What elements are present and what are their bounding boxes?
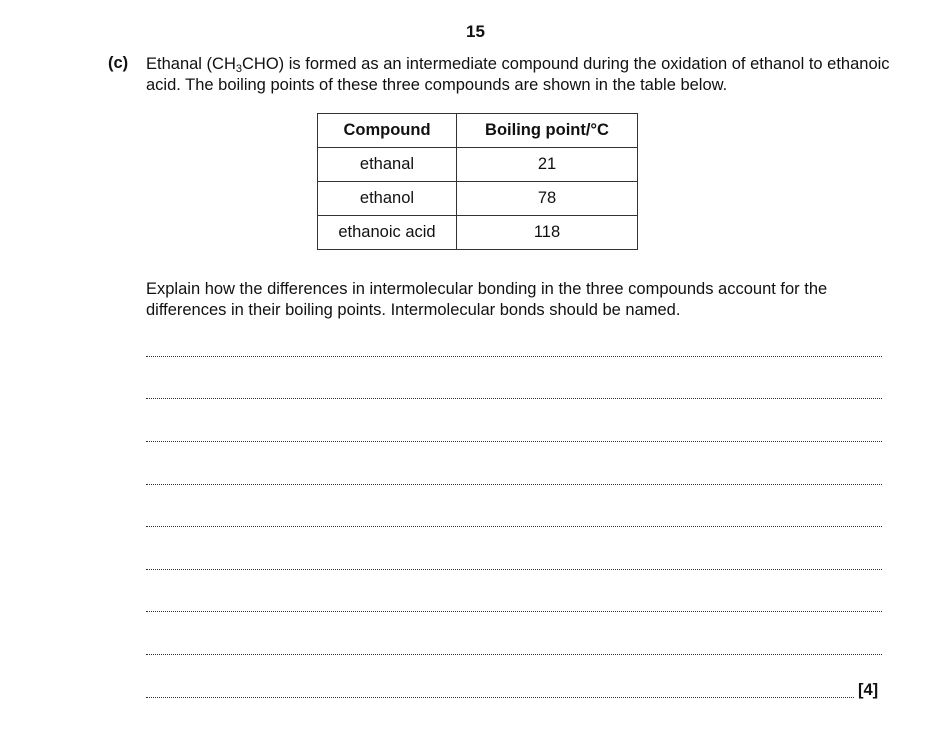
compound-cell: ethanal xyxy=(318,148,457,182)
table-header-row xyxy=(318,114,638,148)
header-compound: Compound xyxy=(318,114,457,148)
boiling-point-table xyxy=(317,113,638,250)
marks-label: [4] xyxy=(858,681,879,699)
answer-line[interactable] xyxy=(146,569,882,570)
answer-line[interactable] xyxy=(146,526,882,527)
answer-line[interactable] xyxy=(146,654,882,655)
header-boiling-point: Boiling point/°C xyxy=(457,114,638,148)
intro-after-subscript: CHO) is formed as an intermediate compound during the oxidation of ethanol to ethanoic acid. The boiling points of these three compounds are shown in the table below. xyxy=(146,55,890,94)
question-label: (c) xyxy=(108,54,129,72)
question-instruction: Explain how the differences in intermolecular bonding in the three compounds account for the differences in their boiling points. Intermolecular bonds should be named. xyxy=(146,280,828,319)
formula-subscript: 3 xyxy=(235,63,242,75)
intro-before-subscript: Ethanal (CH xyxy=(146,55,236,73)
page-number: 15 xyxy=(466,22,485,41)
table-row xyxy=(318,216,638,250)
question-intro xyxy=(146,54,906,96)
table-row xyxy=(318,182,638,216)
answer-line[interactable] xyxy=(146,356,882,357)
answer-line[interactable] xyxy=(146,398,882,399)
answer-line[interactable] xyxy=(146,611,882,612)
boiling-point-cell: 118 xyxy=(457,216,638,250)
compound-cell: ethanoic acid xyxy=(318,216,457,250)
answer-line[interactable] xyxy=(146,697,854,698)
boiling-point-cell: 78 xyxy=(457,182,638,216)
compound-cell: ethanol xyxy=(318,182,457,216)
boiling-point-cell: 21 xyxy=(457,148,638,182)
answer-line[interactable] xyxy=(146,484,882,485)
table-row xyxy=(318,148,638,182)
answer-line[interactable] xyxy=(146,441,882,442)
